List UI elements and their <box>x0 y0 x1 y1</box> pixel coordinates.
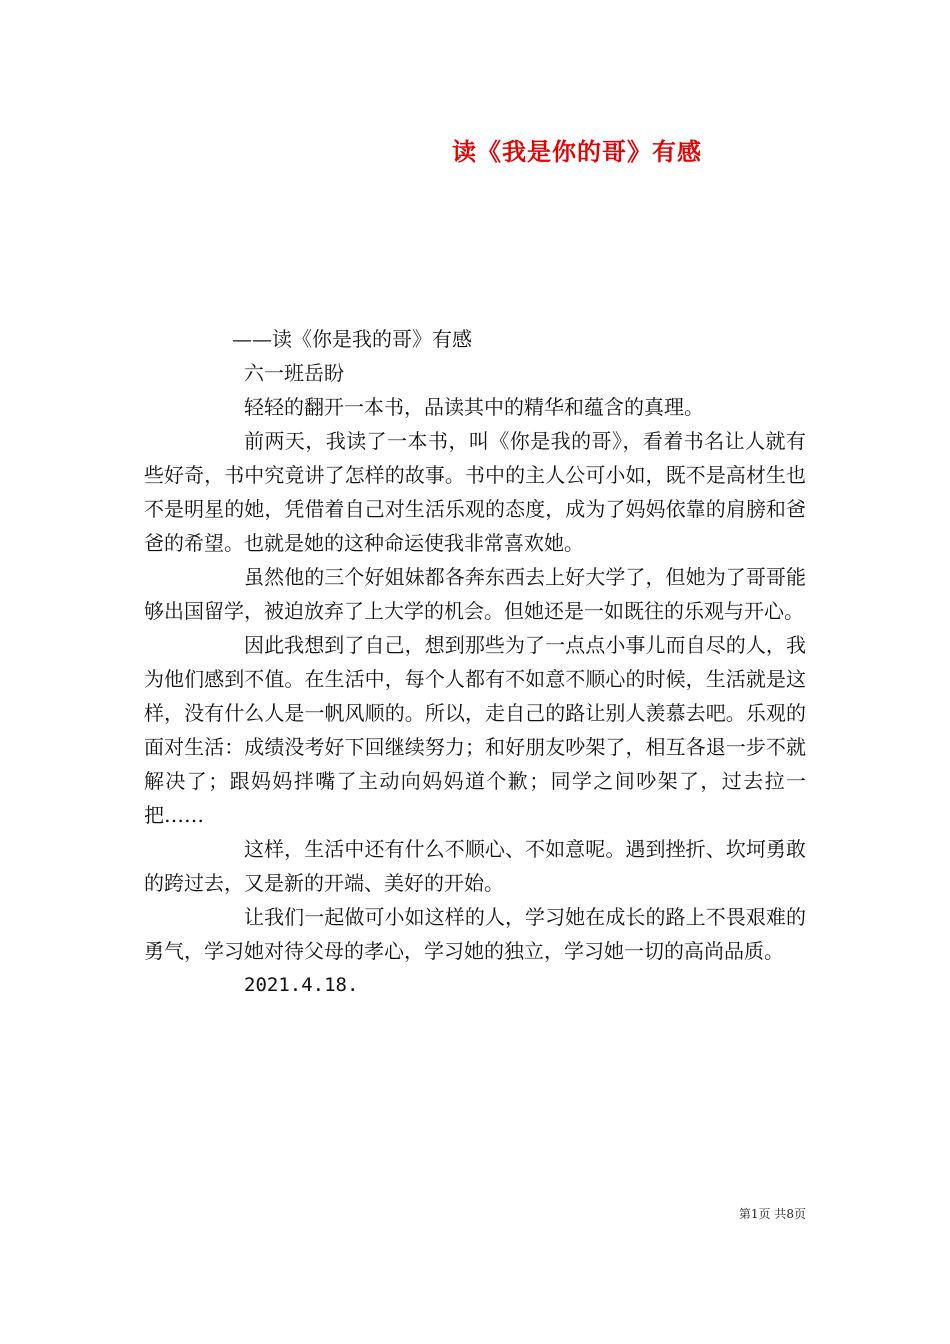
document-date: 2021.4.18. <box>244 974 359 996</box>
paragraph: 前两天，我读了一本书，叫《你是我的哥》，看着书名让人就有些好奇，书中究竟讲了怎样的故事。书中的主人公可小如，既不是高材生也不是明星的她，凭借着自己对生活乐观的态度，成为了妈妈依靠的肩膀和爸爸的希望。也就是她的这种命运使我非常喜欢她。 <box>144 429 806 555</box>
paragraph: 因此我想到了自己，想到那些为了一点点小事儿而自尽的人，我为他们感到不值。在生活中，每个人都有不如意不顺心的时候，生活就是这样，没有什么人是一帆风顺的。所以，走自己的路让别人羡慕去吧。乐观的面对生活：成绩没考好下回继续努力；和好朋友吵架了，相互各退一步不就解决了；跟妈妈拌嘴了主动向妈妈道个歉；同学之间吵架了，过去拉一把…… <box>144 633 806 827</box>
page-number: 第1页 共8页 <box>738 1207 806 1221</box>
author-line: 六一班岳盼 <box>244 361 344 385</box>
document-title: 读《我是你的哥》有感 <box>452 137 702 166</box>
paragraph: 这样，生活中还有什么不顺心、不如意呢。遇到挫折、坎坷勇敢的跨过去，又是新的开端、美好的开始。 <box>144 837 806 895</box>
subtitle: ——读《你是我的哥》有感 <box>232 327 472 351</box>
document-body <box>144 322 806 1002</box>
intro-line: 轻轻的翻开一本书，品读其中的精华和蕴含的真理。 <box>244 395 704 419</box>
paragraph: 让我们一起做可小如这样的人，学习她在成长的路上不畏艰难的勇气，学习她对待父母的孝心，学习她的独立，学习她一切的高尚品质。 <box>144 905 806 963</box>
paragraph: 虽然他的三个好姐妹都各奔东西去上好大学了，但她为了哥哥能够出国留学，被迫放弃了上大学的机会。但她还是一如既往的乐观与开心。 <box>144 565 806 623</box>
